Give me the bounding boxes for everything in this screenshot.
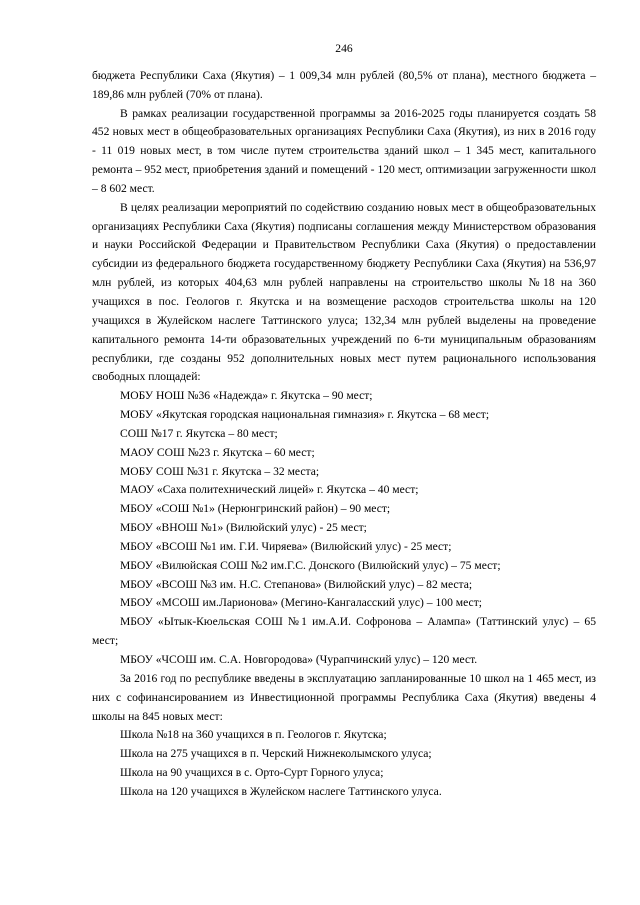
list-item: Школа на 275 учащихся в п. Черский Нижнеколымского улуса; <box>120 747 432 761</box>
list-item: МБОУ «ВСОШ №1 им. Г.И. Чиряева» (Вилюйский улус) - 25 мест; <box>120 539 452 553</box>
list-item: МБОУ «Вилюйская СОШ №2 им.Г.С. Донского (Вилюйский улус) – 75 мест; <box>120 558 501 572</box>
list-item: Школа на 120 учащихся в Жулейском наслеге Таттинского улуса. <box>120 784 442 798</box>
list-item: МОБУ СОШ №31 г. Якутска – 32 места; <box>120 464 320 478</box>
list-item: МБОУ «ЧСОШ им. С.А. Новгородова» (Чурапчинский улус) – 120 мест. <box>120 653 478 666</box>
paragraph-budget: бюджета Республики Саха (Якутия) – 1 009,34 млн рублей (80,5% от плана), местного бюджета – 189,86 млн рублей (70% от плана). <box>92 68 596 101</box>
new-school-list <box>92 726 596 801</box>
list-item: Школа на 90 учащихся в с. Орто-Сурт Горного улуса; <box>120 766 384 780</box>
paragraph-agreements: В целях реализации мероприятий по содействию созданию новых мест в общеобразовательных организациях Республики Саха (Якутия) подписаны соглашения между Министерством образования и науки Российской Федерации и Правительством Республики Саха (Якутия) о предоставлении субсидии из федерального бюджета государственному бюджету Республики Саха (Якутия) на 536,97 млн рублей, из которых 404,63 млн рублей направлены на строительство школы №18 на 360 учащихся в пос. Геологов г. Якутска и на возмещение расходов строительства школы на 120 учащихся в Жулейском наслеге Таттинского улуса; 132,34 млн рублей выделены на проведение капитального ремонта 14-ти образовательных учреждений по 6-ти муниципальным образованиям республики, где созданы 952 дополнительных новых мест путем рационального использования свободных площадей: <box>92 200 596 384</box>
page-number: 246 <box>335 42 353 55</box>
list-item: МБОУ «Ытык-Кюельская СОШ №1 им.А.И. Софронова – Алампа» (Таттинский улус) – 65 мест; <box>92 615 596 648</box>
list-item: МАОУ СОШ №23 г. Якутска – 60 мест; <box>120 445 315 459</box>
list-item: Школа №18 на 360 учащихся в п. Геологов г. Якутска; <box>120 728 387 742</box>
document-page <box>92 40 596 802</box>
paragraph-summary: За 2016 год по республике введены в эксплуатацию запланированные 10 школ на 1 465 мест, из них с софинансированием из Инвестиционной программы Республика Саха (Якутия) введены 4 школы на 845 новых мест: <box>92 671 596 723</box>
list-item: МБОУ «ВНОШ №1» (Вилюйский улус) - 25 мест; <box>120 521 367 535</box>
list-item: МАОУ «Саха политехнический лицей» г. Якутска – 40 мест; <box>120 483 419 497</box>
list-item: МОБУ «Якутская городская национальная гимназия» г. Якутска – 68 мест; <box>120 408 490 422</box>
school-list <box>92 387 596 670</box>
list-item: СОШ №17 г. Якутска – 80 мест; <box>120 426 278 440</box>
list-item: МБОУ «ВСОШ №3 им. Н.С. Степанова» (Вилюйский улус) – 82 места; <box>120 577 473 591</box>
paragraph-program: В рамках реализации государственной программы за 2016-2025 годы планируется создать 58 452 новых мест в общеобразовательных организациях Республики Саха (Якутия), из них в 2016 году - 11 019 новых мест, в том числе путем строительства зданий школ – 1 345 мест, капитального ремонта – 952 мест, приобретения зданий и помещений - 120 мест, оптимизации загруженности школ – 8 602 мест. <box>92 106 596 195</box>
list-item: МОБУ НОШ №36 «Надежда» г. Якутска – 90 мест; <box>120 389 373 403</box>
list-item: МБОУ «МСОШ им.Ларионова» (Мегино-Кангаласский улус) – 100 мест; <box>120 596 482 610</box>
list-item: МБОУ «СОШ №1» (Нерюнгринский район) – 90 мест; <box>120 502 391 516</box>
